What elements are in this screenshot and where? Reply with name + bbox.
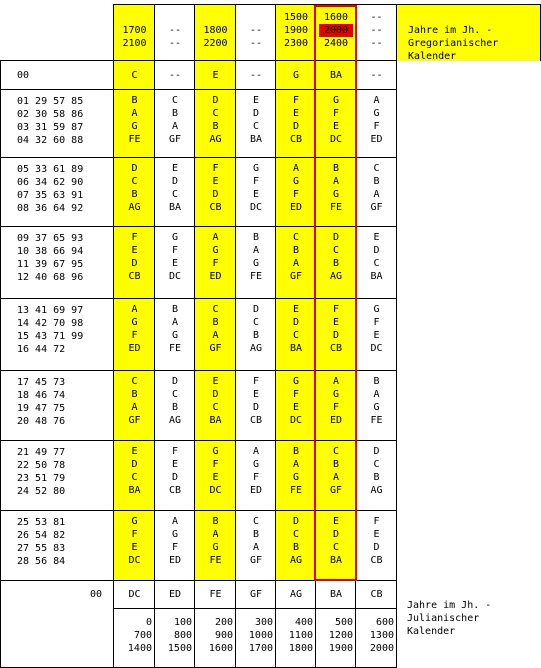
sunday-letters-r2-c3: B A G FE [235, 226, 276, 299]
sunday-letters-r4-c4: G F E DC [275, 370, 316, 441]
zero-row-letter-1: -- [154, 60, 195, 90]
sunday-letters-r4-c1: D C B AG [154, 370, 195, 441]
sunday-letters-r2-c1: G F E DC [154, 226, 195, 299]
sunday-letters-r0-c5: G F E DC [315, 89, 356, 158]
sunday-letters-r3-c0: A G F ED [113, 298, 155, 371]
zero-row-letter-6: -- [355, 60, 397, 90]
sunday-letters-r4-c3: F E D CB [235, 370, 276, 441]
julian-years-col-6: 600 1300 2000 [355, 608, 397, 668]
sunday-letters-r1-c3: G F E DC [235, 157, 276, 227]
sunday-letters-r2-c4: C B A GF [275, 226, 316, 299]
year-group-4: 17 45 73 18 46 74 19 47 75 20 48 76 [0, 370, 114, 441]
sunday-letters-r5-c5: C B A GF [315, 440, 356, 511]
zero-row-letter-3: -- [235, 60, 276, 90]
zero-row-letter-0: C [113, 60, 155, 90]
zero-row-label: 00 [0, 60, 114, 90]
julian-zero-letter-3: GF [235, 580, 276, 609]
gregorian-years-col-5 [315, 4, 356, 61]
julian-years-col-1: 100 800 1500 [154, 608, 195, 668]
sunday-letters-r6-c2: B A G FE [194, 510, 236, 581]
julian-zero-letter-6: CB [355, 580, 397, 609]
year-group-1: 05 33 61 89 06 34 62 90 07 35 63 91 08 36 64 92 [0, 157, 114, 227]
sunday-letters-r4-c0: C B A GF [113, 370, 155, 441]
sunday-letters-r3-c5: F E D CB [315, 298, 356, 371]
year-group-2: 09 37 65 93 10 38 66 94 11 39 67 95 12 40 68 96 [0, 226, 114, 299]
sunday-letters-r6-c4: D C B AG [275, 510, 316, 581]
julian-zero-row-label: 00 [0, 580, 114, 609]
sunday-letters-r6-c3: C B A GF [235, 510, 276, 581]
gregorian-years-col-0: 1700 2100 [113, 4, 155, 61]
column-divider [396, 4, 397, 667]
sunday-letters-r0-c1: C B A GF [154, 89, 195, 158]
julian-zero-letter-1: ED [154, 580, 195, 609]
gregorian-years-col-6: -- -- -- [355, 4, 397, 61]
sunday-letters-r4-c6: B A G FE [355, 370, 397, 441]
sunday-letters-r2-c2: A G F ED [194, 226, 236, 299]
sunday-letters-r1-c5: B A G FE [315, 157, 356, 227]
zero-row-letter-2: E [194, 60, 236, 90]
year-group-5: 21 49 77 22 50 78 23 51 79 24 52 80 [0, 440, 114, 511]
sunday-letters-r3-c3: D C B AG [235, 298, 276, 371]
year-group-0: 01 29 57 85 02 30 58 86 03 31 59 87 04 32 60 88 [0, 89, 114, 158]
sunday-letters-r2-c5: D C B AG [315, 226, 356, 299]
zero-row-letter-5: BA [315, 60, 356, 90]
highlighted-year-2000: 2000 [319, 24, 353, 37]
sunday-letters-r5-c0: E D C BA [113, 440, 155, 511]
julian-years-col-4: 400 1100 1800 [275, 608, 316, 668]
sunday-letters-r5-c4: B A G FE [275, 440, 316, 511]
sunday-letters-r0-c2: D C B AG [194, 89, 236, 158]
sunday-letters-r4-c2: E D C BA [194, 370, 236, 441]
table-outer-frame [0, 60, 397, 668]
sunday-letters-r5-c2: G F E DC [194, 440, 236, 511]
sunday-letters-r1-c1: E D C BA [154, 157, 195, 227]
sunday-letters-r3-c2: C B A GF [194, 298, 236, 371]
julian-years-col-5: 500 1200 1900 [315, 608, 356, 668]
year-group-6: 25 53 81 26 54 82 27 55 83 28 56 84 [0, 510, 114, 581]
sunday-letters-r5-c1: F E D CB [154, 440, 195, 511]
sunday-letters-r6-c5: E D C BA [315, 510, 356, 581]
gregorian-years-col-2: 1800 2200 [194, 4, 236, 61]
sunday-letters-r3-c4: E D C BA [275, 298, 316, 371]
gregorian-calendar-label: Jahre im Jh. - Gregorianischer Kalender [396, 4, 541, 61]
sunday-letters-r3-c1: B A G FE [154, 298, 195, 371]
julian-years-col-3: 300 1000 1700 [235, 608, 276, 668]
julian-calendar-label: Jahre im Jh. - Julianischer Kalender [407, 600, 492, 637]
julian-zero-letter-4: AG [275, 580, 316, 609]
julian-years-col-2: 200 900 1600 [194, 608, 236, 668]
sunday-letters-r3-c6: G F E DC [355, 298, 397, 371]
year-label: 2400 [323, 38, 349, 49]
sunday-letters-r1-c0: D C B AG [113, 157, 155, 227]
sunday-letters-r0-c4: F E D CB [275, 89, 316, 158]
sunday-letters-r5-c3: A G F ED [235, 440, 276, 511]
julian-zero-letter-2: FE [194, 580, 236, 609]
gregorian-years-col-3: -- -- [235, 4, 276, 61]
sunday-letters-r6-c6: F E D CB [355, 510, 397, 581]
sunday-letters-r5-c6: D C B AG [355, 440, 397, 511]
sunday-letters-r1-c6: C B A GF [355, 157, 397, 227]
sunday-letters-r0-c0: B A G FE [113, 89, 155, 158]
sunday-letters-r1-c2: F E D CB [194, 157, 236, 227]
julian-zero-letter-5: BA [315, 580, 356, 609]
gregorian-years-col-1: -- -- [154, 4, 195, 61]
zero-row-letter-4: G [275, 60, 316, 90]
sunday-letters-r1-c4: A G F ED [275, 157, 316, 227]
year-label: 1600 [323, 12, 349, 23]
julian-zero-letter-0: DC [113, 580, 155, 609]
gregorian-years-col-4: 1500 1900 2300 [275, 4, 316, 61]
sunday-letters-r4-c5: A G F ED [315, 370, 356, 441]
sunday-letters-r0-c3: E D C BA [235, 89, 276, 158]
sunday-letters-r6-c0: G F E DC [113, 510, 155, 581]
sunday-letters-r0-c6: A G F ED [355, 89, 397, 158]
sunday-letters-r2-c6: E D C BA [355, 226, 397, 299]
sunday-letters-r2-c0: F E D CB [113, 226, 155, 299]
julian-years-col-0: 0 700 1400 [113, 608, 155, 668]
sunday-letters-r6-c1: A G F ED [154, 510, 195, 581]
year-group-3: 13 41 69 97 14 42 70 98 15 43 71 99 16 44 72 [0, 298, 114, 371]
